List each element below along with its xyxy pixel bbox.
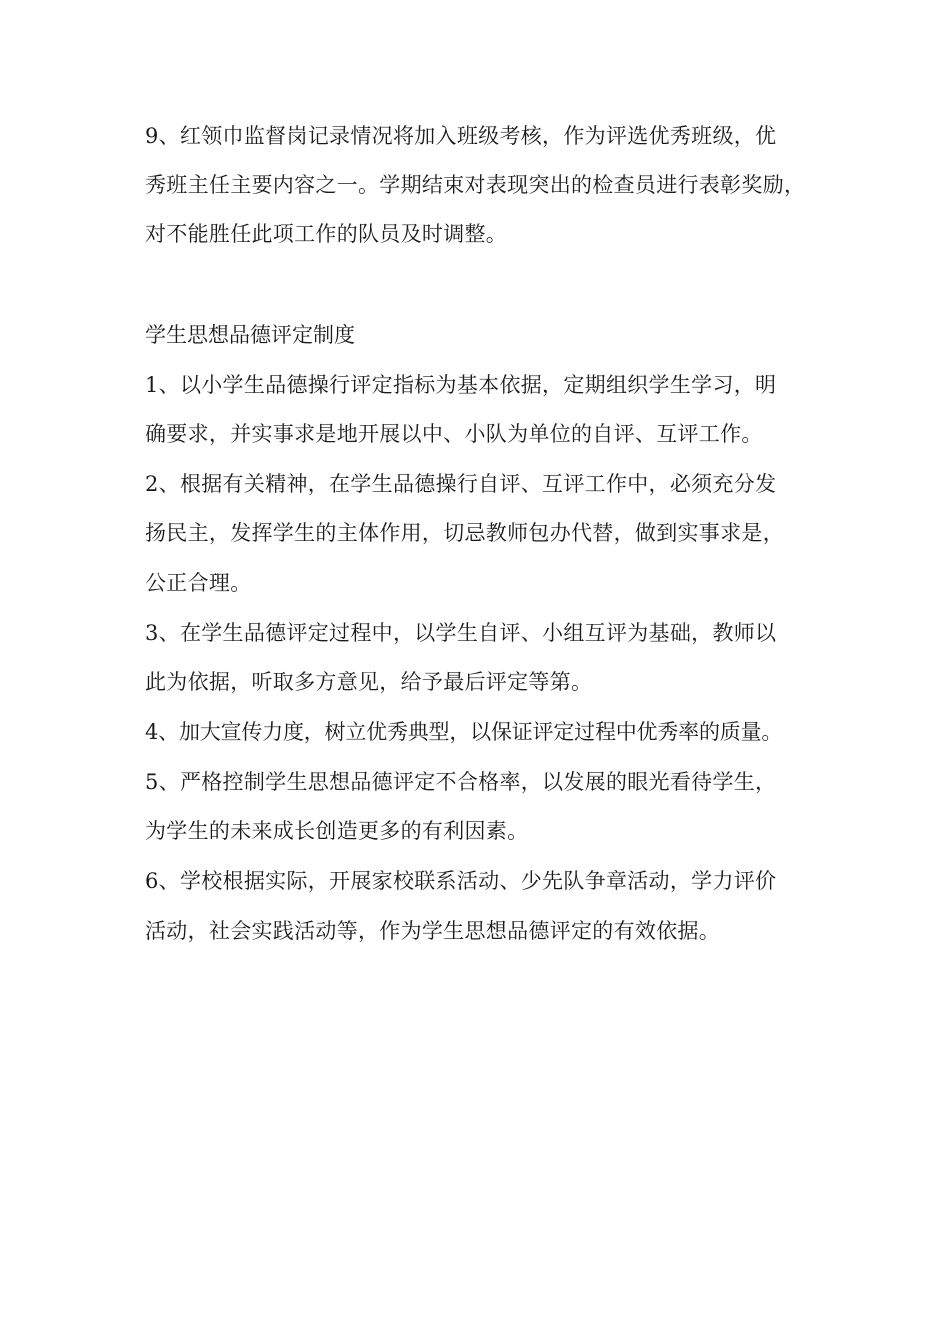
text-line: 9、红领巾监督岗记录情况将加入班级考核，作为评选优秀班级，优 [145,124,777,148]
text-line: 公正合理。 [145,571,252,595]
text-line: 为学生的未来成长创造更多的有利因素。 [145,819,529,843]
text-line: 3、在学生品德评定过程中，以学生自评、小组互评为基础，教师以 [145,621,777,645]
text-line: 5、严格控制学生思想品德评定不合格率，以发展的眼光看待学生， [145,770,777,794]
text-line: 活动，社会实践活动等，作为学生思想品德评定的有效依据。 [145,919,721,943]
text-line: 确要求，并实事求是地开展以中、小队为单位的自评、互评工作。 [145,422,763,446]
text-line: 对不能胜任此项工作的队员及时调整。 [145,222,508,246]
text-line: 此为依据，听取多方意见，给予最后评定等第。 [145,670,593,694]
text-line: 秀班主任主要内容之一。学期结束对表现突出的检查员进行表彰奖励， [145,173,806,197]
text-line: 1、以小学生品德操行评定指标为基本依据，定期组织学生学习，明 [145,373,777,397]
text-line: 扬民主，发挥学生的主体作用，切忌教师包办代替，做到实事求是， [145,521,784,545]
text-line: 4、加大宣传力度，树立优秀典型，以保证评定过程中优秀率的质量。 [145,720,783,744]
text-line: 2、根据有关精神，在学生品德操行自评、互评工作中，必须充分发 [145,472,777,496]
text-line: 6、学校根据实际，开展家校联系活动、少先队争章活动，学力评价 [145,869,777,893]
section-title: 学生思想品德评定制度 [145,323,355,347]
